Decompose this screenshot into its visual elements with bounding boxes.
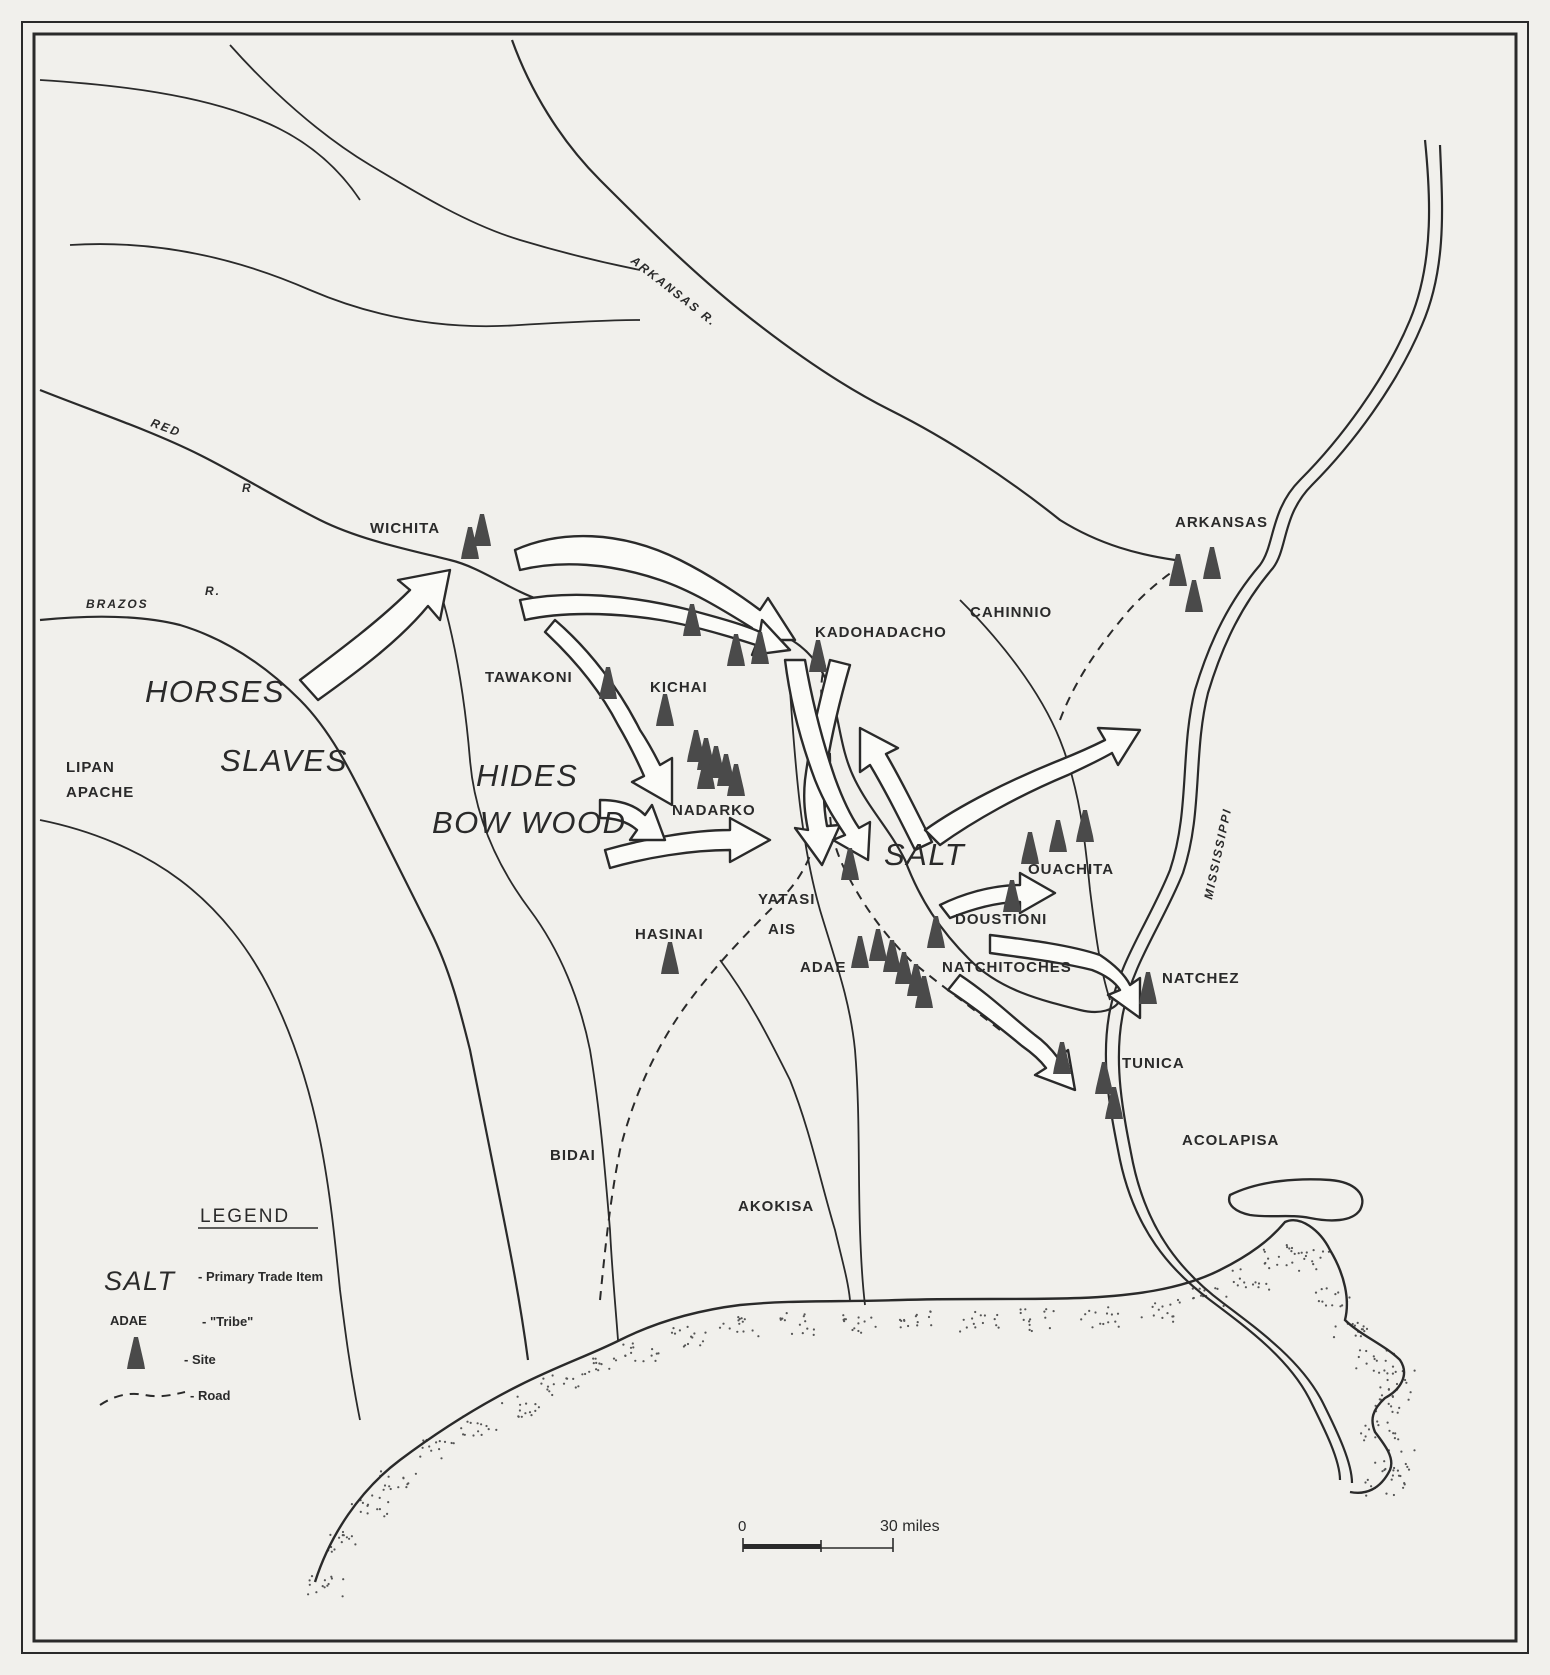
legend-site-icon: [127, 1337, 145, 1369]
river-label-arkansas: ARKANSAS R.: [628, 253, 720, 330]
tribe-label-tunica: TUNICA: [1122, 1055, 1185, 1072]
scale-start: 0: [738, 1518, 747, 1535]
site-marker: [1021, 832, 1039, 864]
legend-salt-word: SALT: [104, 1266, 176, 1296]
tribe-label-doustioni: DOUSTIONI: [955, 911, 1048, 928]
legend-tribe-desc: - "Tribe": [202, 1314, 254, 1329]
legend-road-desc: - Road: [190, 1388, 231, 1403]
site-marker: [851, 936, 869, 968]
legend: [100, 1206, 323, 1405]
tribe-label-kichai: KICHAI: [650, 679, 708, 696]
tribe-label-ouachita: OUACHITA: [1028, 861, 1115, 878]
legend-salt-desc: - Primary Trade Item: [198, 1269, 323, 1284]
coast-stipple: [307, 1244, 1416, 1597]
site-marker: [1076, 810, 1094, 842]
tribe-label-arkansas: ARKANSAS: [1175, 514, 1269, 531]
site-marker: [927, 916, 945, 948]
site-marker: [1203, 547, 1221, 579]
tribe-label-nadarko: NADARKO: [672, 802, 756, 819]
tribe-label-akokisa: AKOKISA: [738, 1198, 815, 1215]
tribe-label-hasinai: HASINAI: [635, 926, 704, 943]
river-label-red-r: R: [242, 481, 253, 495]
river-label-brazos-r: R.: [205, 584, 221, 598]
tribe-label-wichita: WICHITA: [370, 520, 441, 537]
river-label-red: RED: [148, 415, 184, 440]
trade-label-slaves: SLAVES: [220, 743, 348, 778]
tribe-label-apache: APACHE: [66, 784, 135, 801]
tribe-label-bidai: BIDAI: [550, 1147, 596, 1164]
site-marker: [1139, 972, 1157, 1004]
tribe-label-kadohadacho: KADOHADACHO: [815, 624, 947, 641]
site-marker: [1049, 820, 1067, 852]
legend-tribe-example: ADAE: [110, 1313, 147, 1328]
tribe-label-natchitoches: NATCHITOCHES: [942, 959, 1072, 976]
site-marker: [473, 514, 491, 546]
tribe-label-ais: AIS: [768, 921, 797, 938]
site-marker: [1095, 1062, 1113, 1094]
site-marker: [661, 942, 679, 974]
trade-label-horses: HORSES: [145, 674, 285, 709]
trade-label-bow-wood: BOW WOOD: [432, 805, 627, 840]
trade-label-salt: SALT: [884, 837, 966, 872]
scale-end: 30 miles: [880, 1518, 940, 1535]
river-label-brazos: BRAZOS: [86, 597, 149, 611]
tribe-label-lipan: LIPAN: [66, 759, 115, 776]
site-marker: [869, 929, 887, 961]
tribe-label-cahinnio: CAHINNIO: [970, 604, 1053, 621]
trade-label-hides: HIDES: [476, 758, 579, 793]
legend-road-line: [100, 1392, 185, 1405]
tribe-label-yatasi: YATASI: [758, 891, 816, 908]
legend-site-desc: - Site: [184, 1352, 216, 1367]
inner-frame: [34, 34, 1516, 1641]
tribe-label-tawakoni: TAWAKONI: [485, 669, 573, 686]
gulf-coastline: [315, 1220, 1404, 1582]
tribe-label-acolapisa: ACOLAPISA: [1182, 1132, 1280, 1149]
site-marker: [656, 694, 674, 726]
scale-bar: [738, 1518, 940, 1552]
lake-shore: [1229, 1179, 1362, 1220]
site-marker: [1185, 580, 1203, 612]
tribe-label-natchez: NATCHEZ: [1162, 970, 1240, 987]
river-label-mississippi: MISSISSIPPI: [1201, 806, 1235, 901]
tribe-label-adae: ADAE: [800, 959, 847, 976]
legend-title: LEGEND: [200, 1206, 291, 1227]
